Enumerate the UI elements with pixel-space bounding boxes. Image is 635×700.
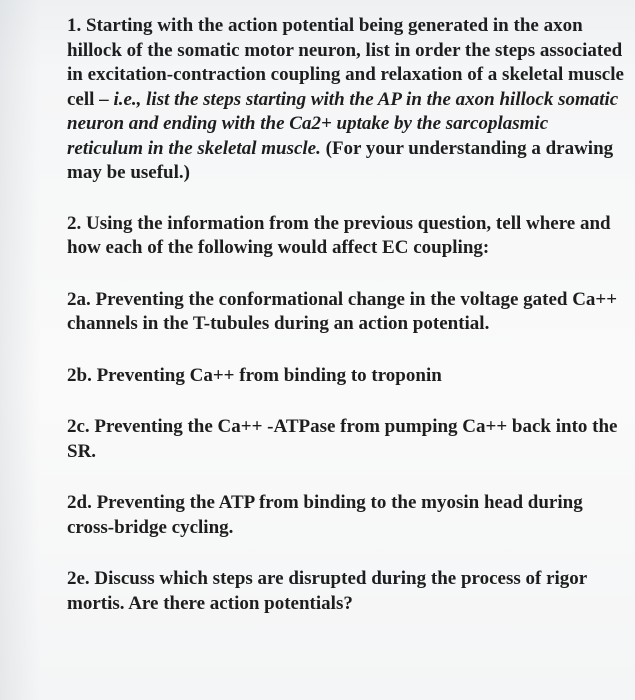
- question-2b: 2b. Preventing Ca++ from binding to troponin: [67, 364, 442, 386]
- question-2d: 2d. Preventing the ATP from binding to the myosin head during cross-bridge cycling.: [67, 492, 583, 538]
- question-2: 2. Using the information from the previous question, tell where and how each of the following would affect EC coupling:: [67, 212, 611, 258]
- question-list: [67, 14, 627, 616]
- question-1-note: (For your understanding a drawing may be useful.): [67, 137, 614, 183]
- question-1-italic: i.e., list the steps starting with the AP in the axon hillock somatic neuron and ending with the Ca2+ uptake by the sarcoplasmic reticulum in the skeletal muscle.: [67, 88, 619, 159]
- question-1-intro: 1. Starting with the action potential being generated in the axon hillock of the somatic motor neuron, list in order the steps associated in excitation-contraction coupling and relaxation of a skeletal muscle cell –: [67, 15, 624, 110]
- page-shadow-edge: [0, 0, 40, 700]
- question-1: [67, 14, 627, 186]
- question-2e: 2e. Discuss which steps are disrupted during the process of rigor mortis. Are there action potentials?: [67, 568, 587, 614]
- question-2a: 2a. Preventing the conformational change in the voltage gated Ca++ channels in the T-tubules during an action potential.: [67, 288, 618, 334]
- question-2c: 2c. Preventing the Ca++ -ATPase from pumping Ca++ back into the SR.: [67, 416, 618, 462]
